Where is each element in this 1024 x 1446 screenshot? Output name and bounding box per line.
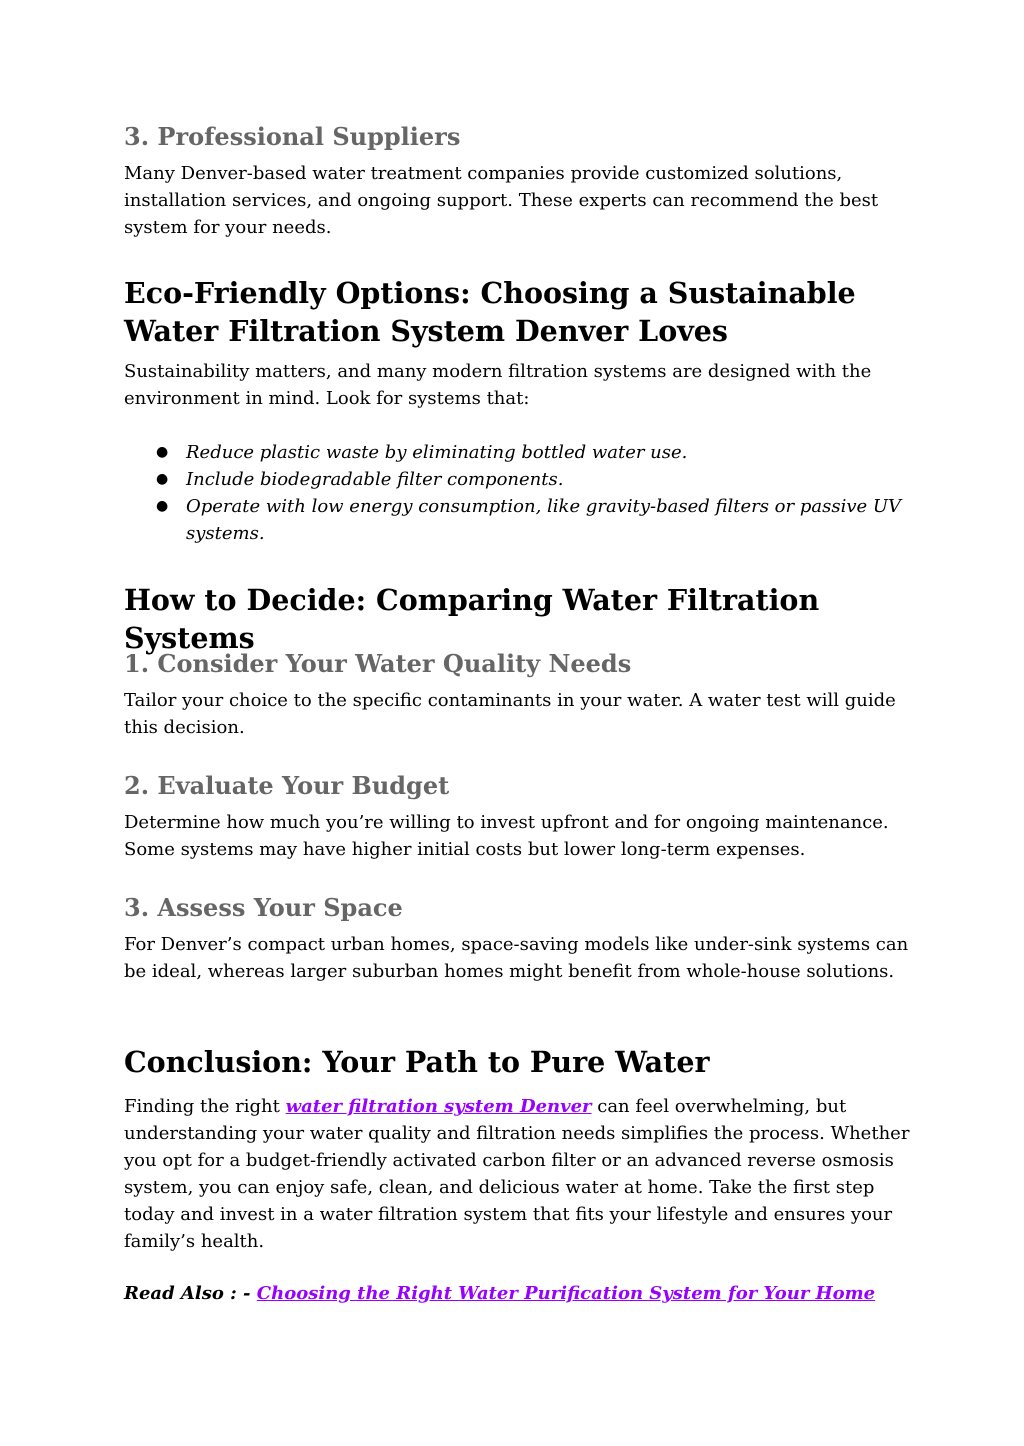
read-also-line xyxy=(124,1280,914,1307)
read-also-label: Read Also : - xyxy=(124,1283,257,1304)
section-consider-quality xyxy=(124,649,914,741)
eco-bullet-list xyxy=(124,439,914,547)
section-eco-friendly xyxy=(124,274,914,547)
paragraph-evaluate-budget: Determine how much you’re willing to invest upfront and for ongoing maintenance. Some systems may have higher initial costs but lower long-term expenses. xyxy=(124,812,889,860)
paragraph-suppliers: Many Denver-based water treatment companies provide customized solutions, installation services, and ongoing support. These experts can recommend the best system for your needs. xyxy=(124,163,879,238)
heading-conclusion: Conclusion: Your Path to Pure Water xyxy=(124,1045,710,1079)
subheading-consider-quality: 1. Consider Your Water Quality Needs xyxy=(124,649,632,678)
subheading-professional-suppliers: 3. Professional Suppliers xyxy=(124,122,461,151)
heading-eco-friendly: Eco-Friendly Options: Choosing a Sustainable Water Filtration System Denver Loves xyxy=(124,276,856,348)
link-read-also-article[interactable]: Choosing the Right Water Purification System for Your Home xyxy=(256,1283,876,1304)
section-read-also xyxy=(124,1280,914,1307)
paragraph-consider-quality: Tailor your choice to the specific contaminants in your water. A water test will guide this decision. xyxy=(124,690,896,738)
subheading-evaluate-budget: 2. Evaluate Your Budget xyxy=(124,771,450,800)
section-assess-space xyxy=(124,893,914,985)
bullet-icon: ● xyxy=(156,498,169,514)
link-water-filtration-system-denver[interactable]: water filtration system Denver xyxy=(285,1096,592,1117)
section-conclusion xyxy=(124,1043,914,1255)
paragraph-assess-space: For Denver’s compact urban homes, space-saving models like under-sink systems can be ideal, whereas larger suburban homes might benefit from whole-house solutions. xyxy=(124,934,909,982)
paragraph-conclusion: Finding the right water filtration system Denver can feel overwhelming, but understanding your water quality and filtration needs simplifies the process. Whether you opt for a budget-friendly activated carbon filter or an advanced reverse osmosis system, you can enjoy safe, clean, and delicious water at home. Take the first step today and invest in a water filtration system that fits your lifestyle and ensures your family’s health. xyxy=(124,1096,910,1252)
list-item: ● Operate with low energy consumption, like gravity-based filters or passive UV systems. xyxy=(124,493,914,547)
section-evaluate-budget xyxy=(124,771,914,863)
bullet-icon: ● xyxy=(156,444,169,460)
list-item: ● Include biodegradable filter components. xyxy=(124,466,914,493)
bullet-icon: ● xyxy=(156,471,169,487)
list-item: ● Reduce plastic waste by eliminating bottled water use. xyxy=(124,439,914,466)
section-professional-suppliers xyxy=(124,122,914,241)
heading-how-to-decide: How to Decide: Comparing Water Filtration Systems xyxy=(124,583,820,655)
section-how-to-decide xyxy=(124,581,914,657)
subheading-assess-space: 3. Assess Your Space xyxy=(124,893,403,922)
paragraph-eco-intro: Sustainability matters, and many modern filtration systems are designed with the environment in mind. Look for systems that: xyxy=(124,361,872,409)
